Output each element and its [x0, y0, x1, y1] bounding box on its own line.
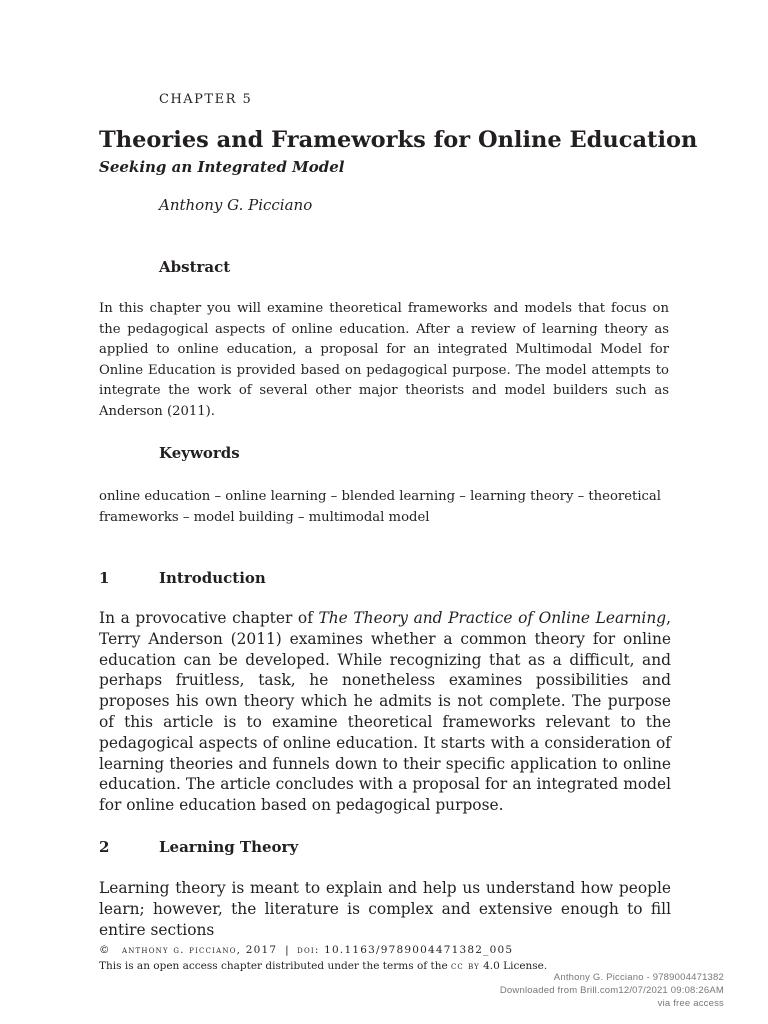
abstract-text: In this chapter you will examine theoretical frameworks and models that focus on the pedagogical aspects of online education. After a review of learning theory as applied to online education, a proposal for an integrated Multimodal Model for Online Education is provided based on pedagogical purpose. The model attempts to integrate the work of several other major theorists and model builders such as Anderson (2011).: [99, 301, 669, 419]
section-1-body: [99, 608, 671, 816]
keywords-heading: Keywords: [159, 444, 240, 462]
keywords-text: online education – online learning – blended learning – learning theory – theoretical frameworks – model building – multimodal model: [99, 489, 662, 525]
license-suffix: 4.0 License.: [479, 960, 548, 972]
section-2-number: 2: [99, 838, 110, 856]
copyright-symbol: ©: [99, 944, 111, 956]
cited-book-title: The Theory and Practice of Online Learning: [318, 609, 667, 627]
section-1-text-rest: , Terry Anderson (2011) examines whether a common theory for online education can be developed. While recognizing that as a difficult, and perhaps fruitless, task, he nonetheless examines possibilities and proposes his own theory which he admits is not complete. The purpose of this article is to examine theoretical frameworks relevant to the pedagogical aspects of online education. It starts with a consideration of learning theories and funnels down to their specific application to online education. The article concludes with a proposal for an integrated model for online education based on pedagogical purpose.: [99, 609, 672, 815]
section-2-body: Learning theory is meant to explain and help us understand how people learn; however, the literature is complex and extensive enough to fill entire sections: [99, 879, 671, 939]
section-2-heading: Learning Theory: [159, 838, 299, 856]
chapter-subtitle: Seeking an Integrated Model: [99, 158, 345, 176]
chapter-title: Theories and Frameworks for Online Education: [99, 127, 698, 153]
license-prefix: This is an open access chapter distributed under the terms of the: [99, 960, 452, 972]
section-1-text-start: In a provocative chapter of: [99, 609, 319, 627]
footer-separator: |: [285, 944, 290, 956]
doi-link[interactable]: doi: 10.1163/9789004471382_005: [297, 944, 514, 956]
license-cc-by[interactable]: cc by: [451, 960, 480, 972]
copyright-holder: anthony g. picciano, 2017: [121, 944, 278, 956]
author-name: Anthony G. Picciano: [159, 196, 313, 214]
section-1-heading: Introduction: [159, 569, 266, 587]
abstract-heading: Abstract: [159, 258, 231, 276]
download-stamp-line3: via free access: [657, 998, 724, 1009]
license-line: [99, 960, 547, 972]
chapter-label: CHAPTER 5: [159, 92, 253, 107]
download-stamp-line1: Anthony G. Picciano - 9789004471382: [553, 972, 724, 983]
download-stamp-line2: Downloaded from Brill.com12/07/2021 09:08:26AM: [499, 985, 724, 996]
copyright-line: [99, 944, 513, 956]
section-1-number: 1: [99, 569, 110, 587]
